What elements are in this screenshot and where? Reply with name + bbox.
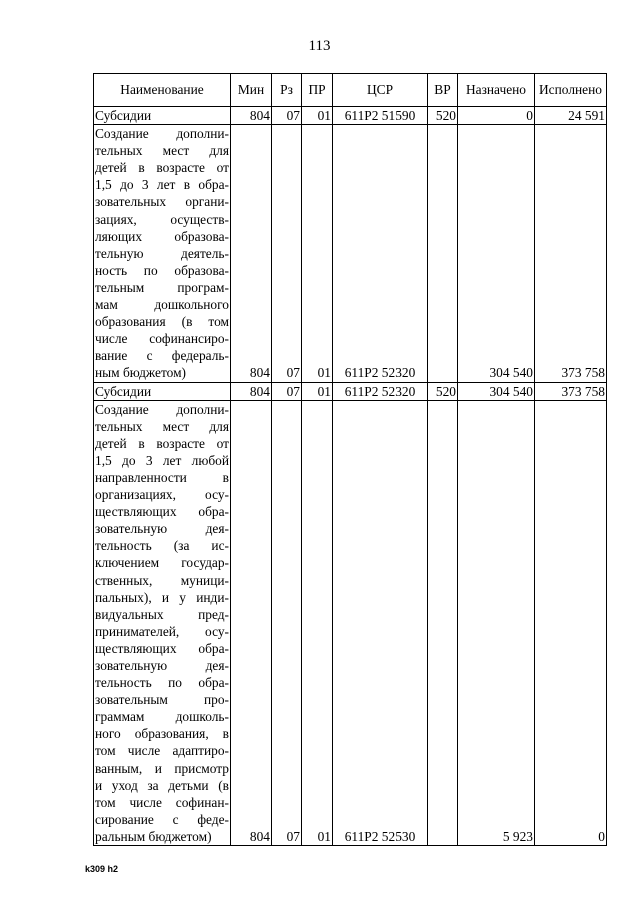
name-line: зовательных органи- — [95, 194, 229, 210]
cell-min: 804 — [231, 107, 272, 125]
name-line: ность по образова- — [95, 262, 229, 278]
name-line: пальных), и у инди- — [95, 589, 229, 605]
table-row — [94, 125, 607, 382]
cell-executed: 0 — [535, 400, 607, 845]
header-assigned: Назначено — [458, 74, 535, 107]
name-line: ральным бюджетом) — [95, 828, 212, 844]
cell-pr: 01 — [302, 125, 333, 382]
name-line: ществляющих обра- — [95, 504, 229, 520]
cell-assigned: 304 540 — [458, 125, 535, 382]
name-line: Создание дополни- — [95, 126, 229, 142]
budget-table — [93, 73, 607, 846]
name-line: ванным, и присмотр — [95, 760, 229, 776]
cell-vr: 520 — [428, 107, 458, 125]
name-line: Создание дополни- — [95, 401, 229, 417]
name-line: образования (в том — [95, 314, 229, 330]
cell-rz: 07 — [272, 107, 302, 125]
cell-assigned: 304 540 — [458, 382, 535, 400]
header-rz: Рз — [272, 74, 302, 107]
cell-vr — [428, 125, 458, 382]
header-row — [94, 74, 607, 107]
name-line: ществляющих обра- — [95, 640, 229, 656]
cell-assigned: 0 — [458, 107, 535, 125]
cell-executed: 373 758 — [535, 382, 607, 400]
document-code: k309 h2 — [85, 864, 119, 874]
name-line: детей в возрасте от — [95, 160, 229, 176]
header-min: Мин — [231, 74, 272, 107]
cell-csr: 611P2 51590 — [333, 107, 428, 125]
name-line: зациях, осуществ- — [95, 211, 229, 227]
name-line: 1,5 до 3 лет любой — [95, 452, 229, 468]
table-row — [94, 382, 607, 400]
cell-csr: 611P2 52530 — [333, 400, 428, 845]
cell-pr: 01 — [302, 382, 333, 400]
cell-assigned: 5 923 — [458, 400, 535, 845]
cell-rz: 07 — [272, 400, 302, 845]
header-csr: ЦСР — [333, 74, 428, 107]
name-line: 1,5 до 3 лет в обра- — [95, 177, 229, 193]
cell-pr: 01 — [302, 400, 333, 845]
cell-pr: 01 — [302, 107, 333, 125]
cell-vr: 520 — [428, 382, 458, 400]
cell-csr: 611P2 52320 — [333, 125, 428, 382]
name-line: ключением государ- — [95, 555, 229, 571]
page-number: 113 — [308, 38, 331, 54]
header-vr: ВР — [428, 74, 458, 107]
name-line: Субсидии — [95, 383, 152, 399]
cell-vr — [428, 400, 458, 845]
name-line: зовательным про- — [95, 692, 229, 708]
table-row — [94, 107, 607, 125]
cell-name — [94, 125, 231, 382]
cell-executed: 24 591 — [535, 107, 607, 125]
table-row — [94, 400, 607, 845]
name-line: и уход за детьми (в — [95, 777, 229, 793]
header-name: Наименование — [94, 74, 231, 107]
name-line: ственных, муници- — [95, 572, 229, 588]
name-line: организациях, осу- — [95, 487, 229, 503]
header-pr: ПР — [302, 74, 333, 107]
name-line: ным бюджетом) — [95, 365, 187, 381]
name-line: тельность (за ис- — [95, 538, 229, 554]
cell-min: 804 — [231, 400, 272, 845]
cell-min: 804 — [231, 125, 272, 382]
name-line: видуальных пред- — [95, 606, 229, 622]
cell-name — [94, 382, 231, 400]
name-line: сирование с феде- — [95, 811, 229, 827]
cell-rz: 07 — [272, 382, 302, 400]
cell-name — [94, 107, 231, 125]
name-line: зовательную дея- — [95, 658, 229, 673]
name-line: ляющих образова- — [95, 228, 229, 244]
cell-name — [94, 400, 231, 845]
name-line: тельных мест для — [95, 418, 229, 434]
name-line: том числе адаптиро- — [95, 743, 229, 759]
name-line: тельных мест для — [95, 143, 229, 159]
name-line: направленности в — [95, 469, 229, 485]
name-line: ного образования, в — [95, 726, 229, 742]
cell-rz: 07 — [272, 125, 302, 382]
cell-csr: 611P2 52320 — [333, 382, 428, 400]
name-line: мам дошкольного — [95, 297, 229, 313]
name-line: граммам дошколь- — [95, 709, 229, 725]
name-line: Субсидии — [95, 108, 152, 123]
name-line: принимателей, осу- — [95, 623, 229, 639]
name-line: зовательную дея- — [95, 521, 229, 537]
name-line: тельность по обра- — [95, 675, 229, 691]
name-line: тельную деятель- — [95, 245, 229, 261]
cell-min: 804 — [231, 382, 272, 400]
name-line: вание с федераль- — [95, 348, 229, 364]
header-executed: Исполнено — [535, 74, 607, 107]
name-line: детей в возрасте от — [95, 435, 229, 451]
name-line: тельным програм- — [95, 279, 229, 295]
name-line: числе софинансиро- — [95, 331, 229, 347]
cell-executed: 373 758 — [535, 125, 607, 382]
name-line: том числе софинан- — [95, 794, 229, 810]
